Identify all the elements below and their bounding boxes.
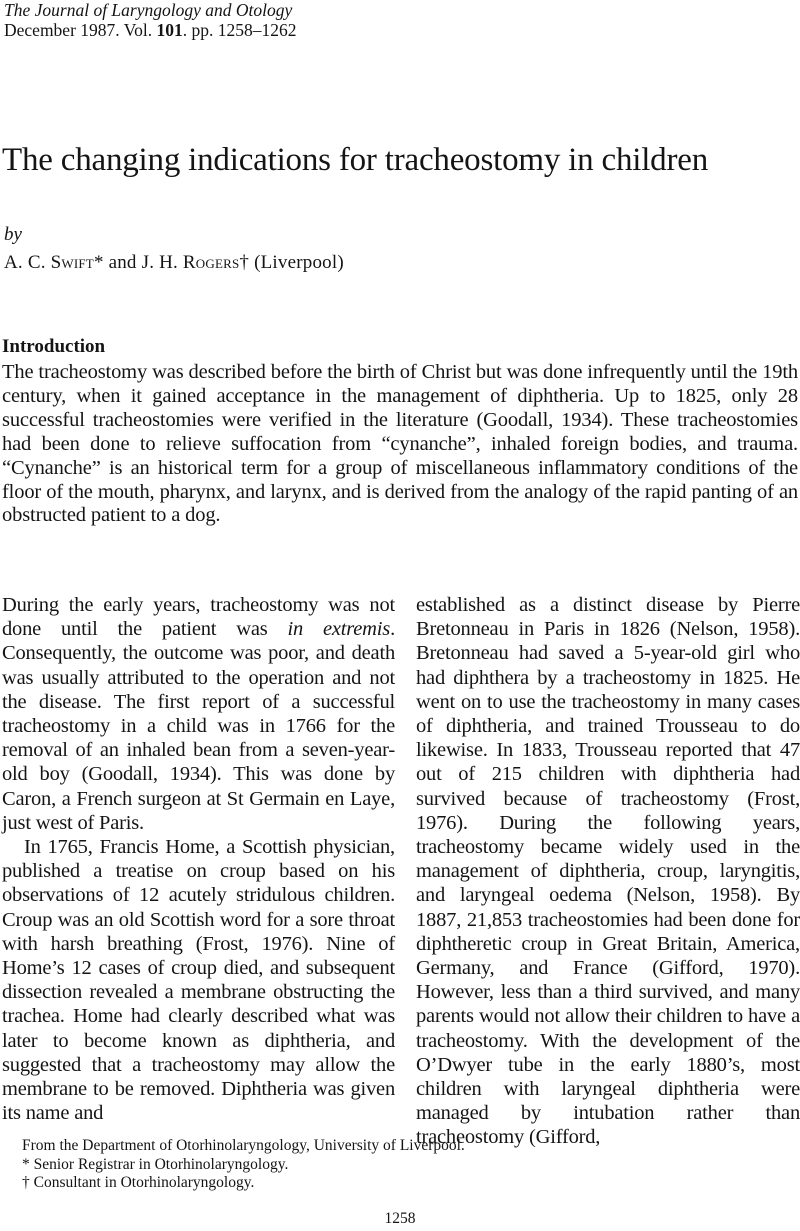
body-column-right <box>416 593 800 1150</box>
issue-prefix: December 1987. Vol. <box>4 20 157 40</box>
page-number: 1258 <box>384 1210 416 1227</box>
author1-mark: * and <box>93 252 142 273</box>
journal-header <box>4 0 296 40</box>
footnote-author2: † Consultant in Otorhinolaryngology. <box>22 1174 255 1191</box>
byline-by: by <box>4 224 22 245</box>
introduction-paragraph: The tracheostomy was described before the birth of Christ but was done infrequently until the 19th century, when it gained acceptance in the management of diphtheria. Up to 1825, only 28 successful tracheostomies were verified in the literature (Goodall, 1934). These tracheostomies had been done to relieve suffocation from “cynanche”, inhaled foreign bodies, and trauma. “Cynanche” is an historical term for a group of miscellaneous inflammatory conditions of the floor of the mouth, pharynx, and larynx, and is derived from the analogy of the rapid panting of an obstructed patient to a dog. <box>2 361 798 527</box>
author1-surname: Swift <box>50 252 94 273</box>
body-column-left <box>2 593 395 1125</box>
journal-name: The Journal of Laryngology and Otology <box>4 0 293 20</box>
footnotes <box>22 1137 465 1193</box>
article-title: The changing indications for tracheostomy in children <box>2 142 709 178</box>
left-p1-italic: in extremis <box>287 618 391 641</box>
footnote-author1: * Senior Registrar in Otorhinolaryngology. <box>22 1155 289 1173</box>
right-paragraph-1: established as a distinct disease by Pierre Bretonneau in Paris in 1826 (Nelson, 1958). Bretonneau had saved a 5-year-old girl who had diphthera by a tracheostomy in 1825. He went on to use the tracheostomy in many cases of diphtheria, and trained Trousseau to do likewise. In 1833, Trousseau reported that 47 out of 215 children with diphtheria had survived because of tracheostomy (Frost, 1976). During the following years, tracheostomy became widely used in the management of diphtheria, croup, laryngitis, and laryngeal oedema (Nelson, 1958). By 1887, 21,853 tracheostomies had been done for diphtheretic croup in Great Britain, America, Germany, and France (Gifford, 1970). However, less than a third survived, and many parents would not allow their children to have a tracheostomy. With the development of the O’Dwyer tube in the early 1880’s, most children with laryngeal diphtheria were managed by intubation rather than tracheostomy (Gifford, <box>416 594 800 1149</box>
author-line <box>4 252 344 274</box>
author2-initials: J. H. <box>141 252 183 273</box>
left-p1-start: During the early years, tracheostomy was not done until the patient was <box>2 594 395 641</box>
introduction-heading: Introduction <box>2 336 106 357</box>
author1-initials: A. C. <box>4 252 51 273</box>
page-range: . pp. 1258–1262 <box>182 20 297 40</box>
author2-surname: Rogers <box>182 252 240 273</box>
footnote-affiliation: From the Department of Otorhinolaryngology, University of Liverpool. <box>22 1137 465 1154</box>
left-paragraph-2: In 1765, Francis Home, a Scottish physician, published a treatise on croup based on his observations of 12 acutely stridulous children. Croup was an old Scottish word for a sore throat with harsh breathing (Frost, 1976). Nine of Home’s 12 cases of croup died, and subsequent dissection revealed a membrane obstructing the trachea. Home had clearly described what was later to become known as diphtheria, and suggested that a tracheostomy may allow the membrane to be removed. Diphtheria was given its name and <box>2 836 395 1125</box>
volume-number: 101 <box>156 20 183 40</box>
left-p1-end: . Consequently, the outcome was poor, and death was usually attributed to the operation and not the disease. The first report of a successful tracheostomy in a child was in 1766 for the removal of an inhaled bean from a seven-year-old boy (Goodall, 1934). This was done by Caron, a French surgeon at St Germain en Laye, just west of Paris. <box>2 618 396 834</box>
left-paragraph-1 <box>2 593 395 835</box>
author2-mark: † (Liverpool) <box>239 252 344 273</box>
